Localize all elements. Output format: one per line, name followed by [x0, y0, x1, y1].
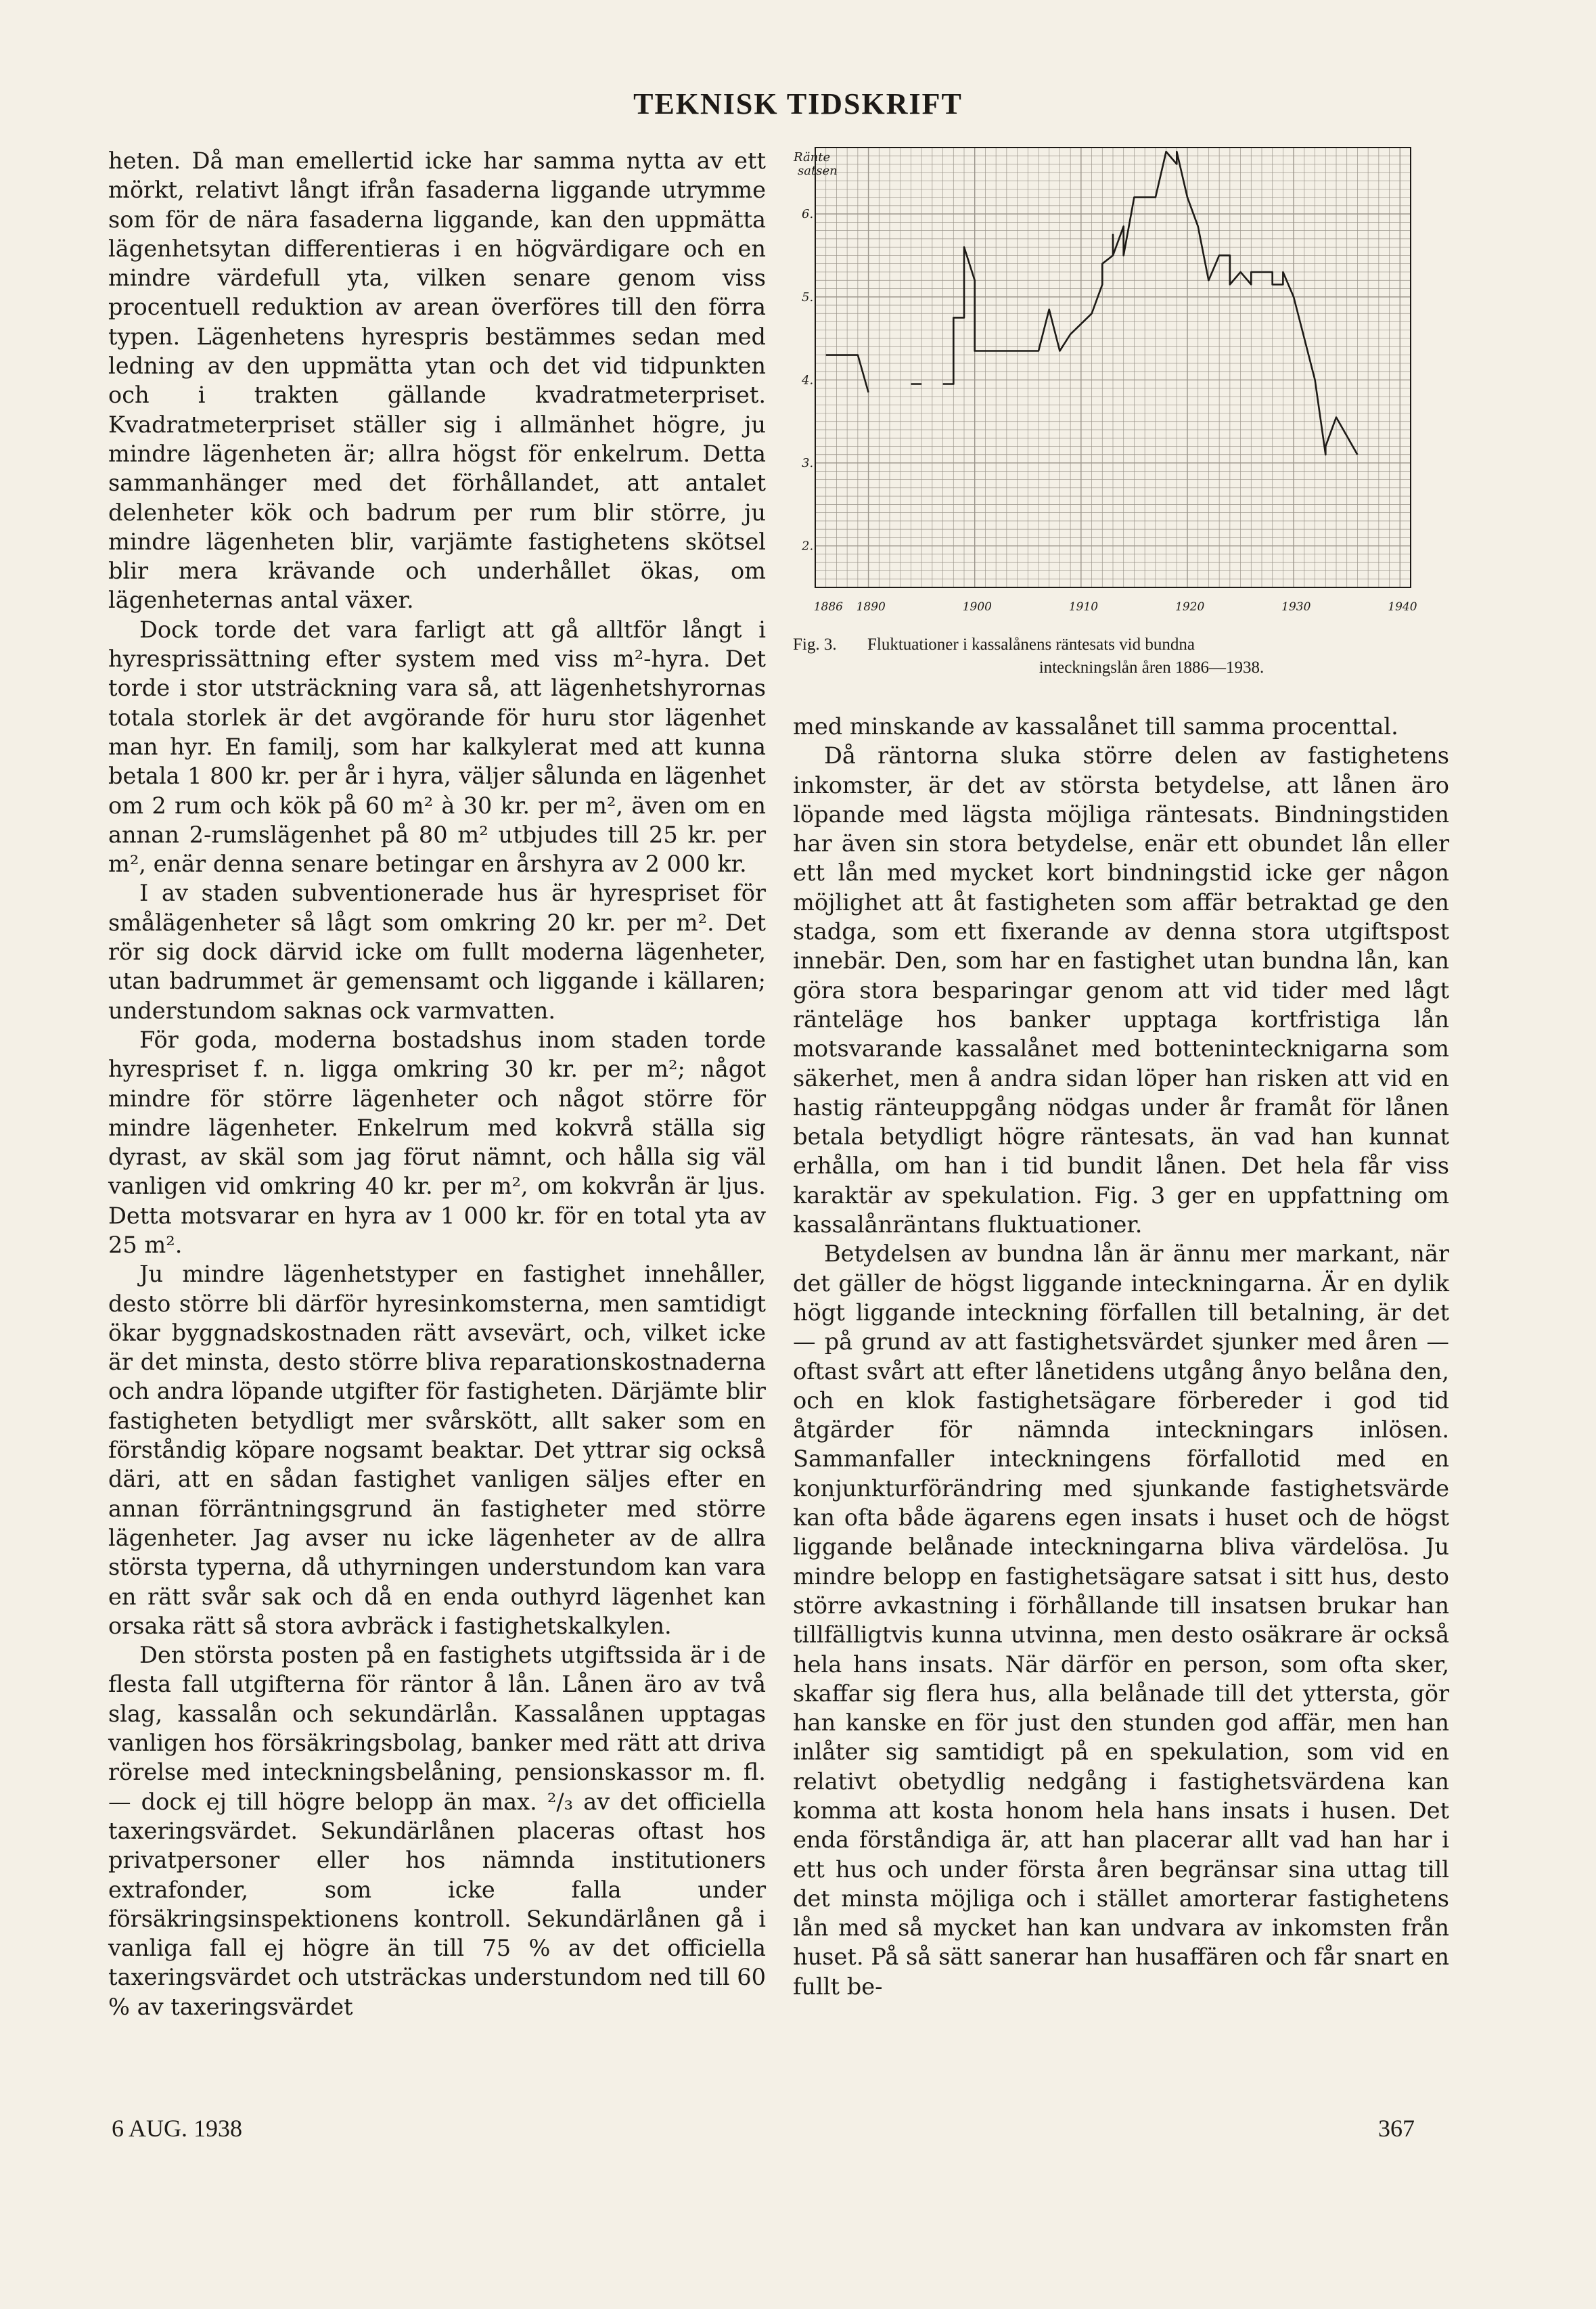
paragraph: För goda, moderna bostadshus inom staden torde hyrespriset f. n. ligga omkring 30 kr. per m²; något mindre för större lägenheter och något större för mindre lägenheter. Enkelrum med kokvrå ställa sig dyrast, av skäl som jag förut nämnt, och hålla sig väl vanligen vid omkring 40 kr. per m², om kokvrån är ljus. Detta motsvarar en hyra av 1 000 kr. för en total yta av 25 m². — [108, 1026, 766, 1258]
interest-rate-chart — [792, 142, 1441, 623]
paragraph: Dock torde det vara farligt att gå alltför långt i hyresprissättning efter system med viss m²-hyra. Det torde i stor utsträckning vara så, att lägenhetshyrornas totala storlek är det avgörande för huru stor lägenhet man hyr. En familj, som har kalkylerat med att kunna betala 1 800 kr. per år i hyra, väljer sålunda en lägenhet om 2 rum och kök på 60 m² à 30 kr. per m², även om en annan 2-rumslägenhet på 80 m² utbjudes till 25 kr. per m², enär denna senare betingar en årshyra av 2 000 kr. — [108, 616, 766, 878]
y-tick-label: 4. — [802, 373, 814, 388]
right-column — [793, 712, 1449, 2001]
paragraph: Betydelsen av bundna lån är ännu mer markant, när det gäller de högst liggande inteckningarna. Är en dylik högt liggande inteckning förfallen till betalning, är det — på grund av att fastighetsvärdet sjunker med åren — oftast svårt att efter lånetidens utgång ånyo belåna den, och en klok fastighetsägare förbereder i god tid åtgärder för nämnda inteckningars inlösen. Sammanfaller inteckningens förfallotid med en konjunkturförändring med sjunkande fastighetsvärde kan ofta både ägarens egen insats i huset och de högst liggande belånade inteckningarna bliva värdelösa. Ju mindre belopp en fastighetsägare satsat i sitt hus, desto större avkastning i förhållande till insatsen brukar han tillfälligtvis kunna utvinna, men desto osäkrare är också hela hans insats. När därför en person, som ofta sker, skaffar sig flera hus, alla belånade till det yttersta, gör han kanske en för just den stunden god affär, men han inlåter sig samtidigt på en spekulation, som vid en relativt obetydlig nedgång i fastighetsvärdena kan komma att kosta honom hela hans insats i husen. Det enda förståndiga är, att han placerar allt vad han har i ett hus och under första åren begränsar sina uttag till det minsta möjliga och i stället amorterar fastighetens lån med så mycket han kan undvara av inkomsten från huset. På så sätt sanerar han husaffären och får snart en fullt be- — [793, 1240, 1449, 2000]
x-tick-label: 1886 — [813, 600, 843, 614]
chart-grid — [815, 148, 1411, 587]
y-tick-label: 3. — [802, 456, 814, 471]
chart-ylabel-text: Ränte satsen — [794, 150, 838, 178]
x-tick-label: 1940 — [1388, 600, 1417, 614]
x-tick-label: 1920 — [1175, 600, 1205, 614]
left-column — [108, 146, 766, 2021]
chart-ylabel — [793, 150, 838, 178]
paragraph: heten. Då man emellertid icke har samma nytta av ett mörkt, relativt långt ifrån fasaderna liggande utrymme som för de nära fasaderna liggande, kan den uppmätta lägenhetsytan differentieras i en högvärdigare och en mindre värdefull yta, vilken senare genom viss procentuell reduktion av arean överföres till den förra typen. Lägenhetens hyrespris bestämmes sedan med ledning av den uppmätta ytan och det vid tidpunkten och i trakten gällande kvadratmeterpriset. Kvadratmeterpriset ställer sig i allmänhet högre, ju mindre lägenheten är; allra högst för enkelrum. Detta sammanhänger med det förhållandet, att antalet delenheter kök och badrum per rum blir större, ju mindre lägenheten blir, varjämte fastighetens skötsel blir mera krävande och underhållet ökas, om lägenheternas antal växer. — [108, 148, 766, 614]
figure-caption — [793, 633, 1449, 679]
caption-line-1: Fluktuationer i kassalånens räntesats vid bundna — [867, 635, 1195, 654]
paragraph: med minskande av kassalånet till samma procenttal. — [793, 713, 1398, 740]
x-tick-label: 1910 — [1068, 600, 1099, 614]
x-tick-label: 1930 — [1281, 600, 1311, 614]
figure-number: Fig. 3. — [793, 635, 837, 654]
chart-y-ticks — [801, 207, 813, 554]
paragraph: Den största posten på en fastighets utgiftssida är i de flesta fall utgifterna för räntor å lån. Lånen äro av två slag, kassalån och sekundärlån. Kassalånen upptagas vanligen hos försäkringsbolag, banker med rätt att driva rörelse med inteckningsbelåning, pensionskassor m. fl. — dock ej till högre belopp än max. ²/₃ av det officiella taxeringsvärdet. Sekundärlånen placeras oftast hos privatpersoner eller hos nämnda institutioners extrafonder, som icke falla under försäkringsinspektionens kontroll. Sekundärlånen gå i vanliga fall ej högre än till 75 % av det officiella taxeringsvärdet och utsträckas understundom ned till 60 % av taxeringsvärdet — [108, 1642, 766, 2020]
caption-line-2: inteckningslån åren 1886—1938. — [1039, 658, 1264, 677]
paragraph: I av staden subventionerade hus är hyrespriset för smålägenheter så lågt som omkring 20 kr. per m². Det rör sig dock därvid icke om fullt moderna lägenheter, utan badrummet är gemensamt och liggande i källaren; understundom saknas ock varmvatten. — [108, 880, 766, 1024]
x-tick-label: 1900 — [962, 600, 992, 614]
journal-title: TEKNISK TIDSKRIFT — [633, 87, 963, 120]
y-tick-label: 2. — [802, 539, 814, 554]
y-tick-label: 5. — [802, 290, 814, 305]
chart-x-ticks — [814, 600, 1417, 614]
footer-date: 6 AUG. 1938 — [112, 2115, 243, 2142]
chart-svg — [792, 142, 1441, 623]
x-tick-label: 1890 — [856, 600, 886, 614]
paragraph: Ju mindre lägenhetstyper en fastighet innehåller, desto större bli därför hyresinkomsterna, men samtidigt ökar byggnadskostnaden rätt avsevärt, och, vilket icke är det minsta, desto större bliva reparationskostnaderna och andra löpande utgifter för fastigheten. Därjämte blir fastigheten betydligt mer svårskött, allt saker som en förståndig köpare nogsamt beaktar. Det yttrar sig också däri, att en sådan fastighet vanligen säljes efter en annan förräntningsgrund än fastigheter med större lägenheter. Jag avser nu icke lägenheter av de allra största typerna, då uthyrningen understundom kan vara en rätt svår sak och då en enda outhyrd lägenhet kan orsaka rätt så stora avbräck i fastighetskalkylen. — [108, 1261, 766, 1639]
y-tick-label: 6. — [802, 207, 814, 222]
page-number: 367 — [1378, 2115, 1415, 2142]
paragraph: Då räntorna sluka större delen av fastighetens inkomster, är det av största betydelse, att lånen äro löpande med lägsta möjliga räntesats. Bindningstiden har även sin stora betydelse, enär ett obundet lån eller ett lån med mycket kort bindningstid icke ger någon möjlighet att åt fastigheten som affär betraktad ge den stadga, som ett fixerande av denna stora utgiftspost innebär. Den, som har en fastighet utan bundna lån, kan göra stora besparingar genom att vid tider med lågt ränteläge hos banker upptaga kortfristiga lån motsvarande kassalånet med bottenintecknigarna som säkerhet, men å andra sidan löper han risken att vid en hastig ränteuppgång nödgas under år framåt för lånen betala betydligt högre räntesats, än vad han kunnat erhålla, om han i tid bundit lånen. Det hela får viss karaktär av spekulation. Fig. 3 ger en uppfattning om kassalånräntans fluktuationer. — [793, 742, 1449, 1238]
